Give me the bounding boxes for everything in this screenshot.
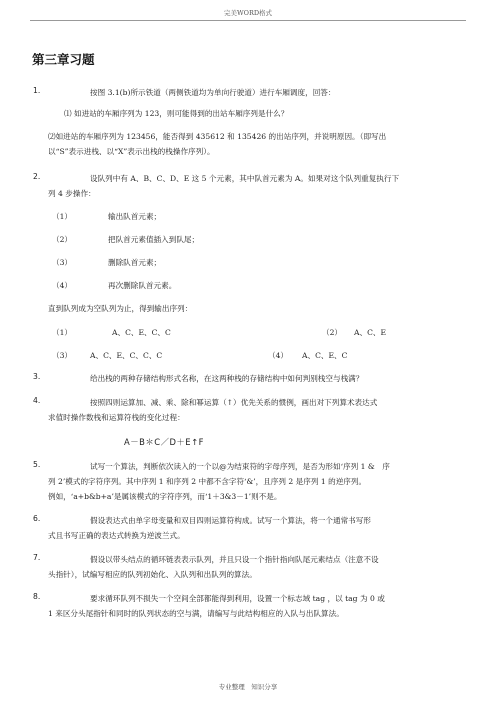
page-header: 完美WORD格式 xyxy=(223,9,273,17)
q1-stem: 按图 3.1(b)所示铁道（两侧铁道均为单向行驶道）进行车厢调度，回答： xyxy=(90,88,336,97)
q7-text-line1: 假设以带头结点的循环链表表示队列，并且只设一个指针指向队尾元素结点（注意不设 xyxy=(90,555,379,564)
q4-text-line1: 按照四则运算加、减、乘、除和幂运算（↑）优先关系的惯例，画出对下列算术表达式 xyxy=(90,398,378,407)
q5-number: 5. xyxy=(33,460,41,469)
q6-number: 6. xyxy=(33,514,41,523)
q2-choice4-text: A、C、E、C xyxy=(302,351,348,360)
q2-op1-number: （1） xyxy=(52,212,73,221)
q8-text-line1: 要求循环队列不损失一个空间全部都能得到利用，设置一个标志域 tag ，以 tag 为 0 或 xyxy=(90,594,385,603)
header-rule xyxy=(30,20,466,21)
q5-text-line2: 列 2’模式的字符序列。其中序列 1 和序列 2 中都不含字符‘&’，且序列 2 是序列 1 的逆序列。 xyxy=(48,477,367,486)
q1-number: 1. xyxy=(33,86,41,95)
q2-choice3-text: A、C、E、C、C、C xyxy=(90,351,163,360)
q2-choice3-number: （3） xyxy=(52,351,73,360)
q8-text-line2: 1 来区分头尾指针和同时的队列状态的空与满，请编写与此结构相应的入队与出队算法。 xyxy=(48,609,344,618)
q2-op4-text: 再次删除队首元素。 xyxy=(108,281,177,290)
q3-number: 3. xyxy=(33,372,41,381)
q2-op3-number: （3） xyxy=(52,258,73,267)
q2-number: 2. xyxy=(33,172,41,181)
q2-op2-text: 把队首元素值插入到队尾； xyxy=(108,235,200,244)
q2-op2-number: （2） xyxy=(52,235,73,244)
q2-choice2-text: A、C、E xyxy=(354,328,387,337)
q5-text-line1: 试写一个算法，判断依次读入的一个以@为结束符的字母序列，是否为形如‘序列 1 & 序 xyxy=(90,462,390,471)
q2-op1-text: 输出队首元素； xyxy=(108,212,162,221)
q2-op4-number: （4） xyxy=(52,281,73,290)
q2-choice1-number: （1） xyxy=(52,328,73,337)
q5-text-line3: 例如，‘a+b&b+a’是属该模式的字符序列，而‘1＋3&3－1’则不是。 xyxy=(48,492,282,501)
q2-choice2-number: （2） xyxy=(322,328,343,337)
q6-text-line2: 式且书写正确的表达式转换为逆波兰式。 xyxy=(48,531,185,540)
q2-tail: 直到队列成为空队列为止，得到输出序列： xyxy=(48,304,193,313)
q2-choice4-number: （4） xyxy=(268,351,289,360)
q6-text-line1: 假设表达式由单字母变量和双目四则运算符构成。试写一个算法，将一个通常书写形 xyxy=(90,516,371,525)
q4-number: 4. xyxy=(33,396,41,405)
q1-sub2-line2: 以“S”表示进栈、以“X”表示出栈的栈操作序列）。 xyxy=(48,147,215,156)
q2-stem-line1: 设队列中有 A、B、C、D、E 这 5 个元素，其中队首元素为 A。如果对这个队列重复执行下 xyxy=(90,174,400,183)
page-footer: 专业整理 知识分享 xyxy=(218,683,278,691)
q7-text-line2: 头指针），试编写相应的队列初始化、入队列和出队列的算法。 xyxy=(48,570,257,579)
q8-number: 8. xyxy=(33,592,41,601)
chapter-title: 第三章习题 xyxy=(32,52,95,67)
q2-stem-line2: 列 4 步操作： xyxy=(48,189,96,198)
q3-text: 给出栈的两种存储结构形式名称，在这两种栈的存储结构中如何判别栈空与栈满？ xyxy=(90,374,364,383)
q1-sub1: ⑴ 如进站的车厢序列为 123，则可能得到的出站车厢序列是什么？ xyxy=(64,109,289,118)
q4-formula: A－B＊C／D＋E↑F xyxy=(124,437,204,447)
q2-choice1-text: A、C、E、C、C xyxy=(112,328,171,337)
q7-number: 7. xyxy=(33,553,41,562)
q4-text-line2: 求值时操作数栈和运算符栈的变化过程： xyxy=(48,413,185,422)
q2-op3-text: 删除队首元素； xyxy=(108,258,162,267)
q1-sub2-line1: ⑵如进站的车厢序列为 123456，能否得到 435612 和 135426 的出站序列，并说明原因。（即写出 xyxy=(48,132,387,141)
